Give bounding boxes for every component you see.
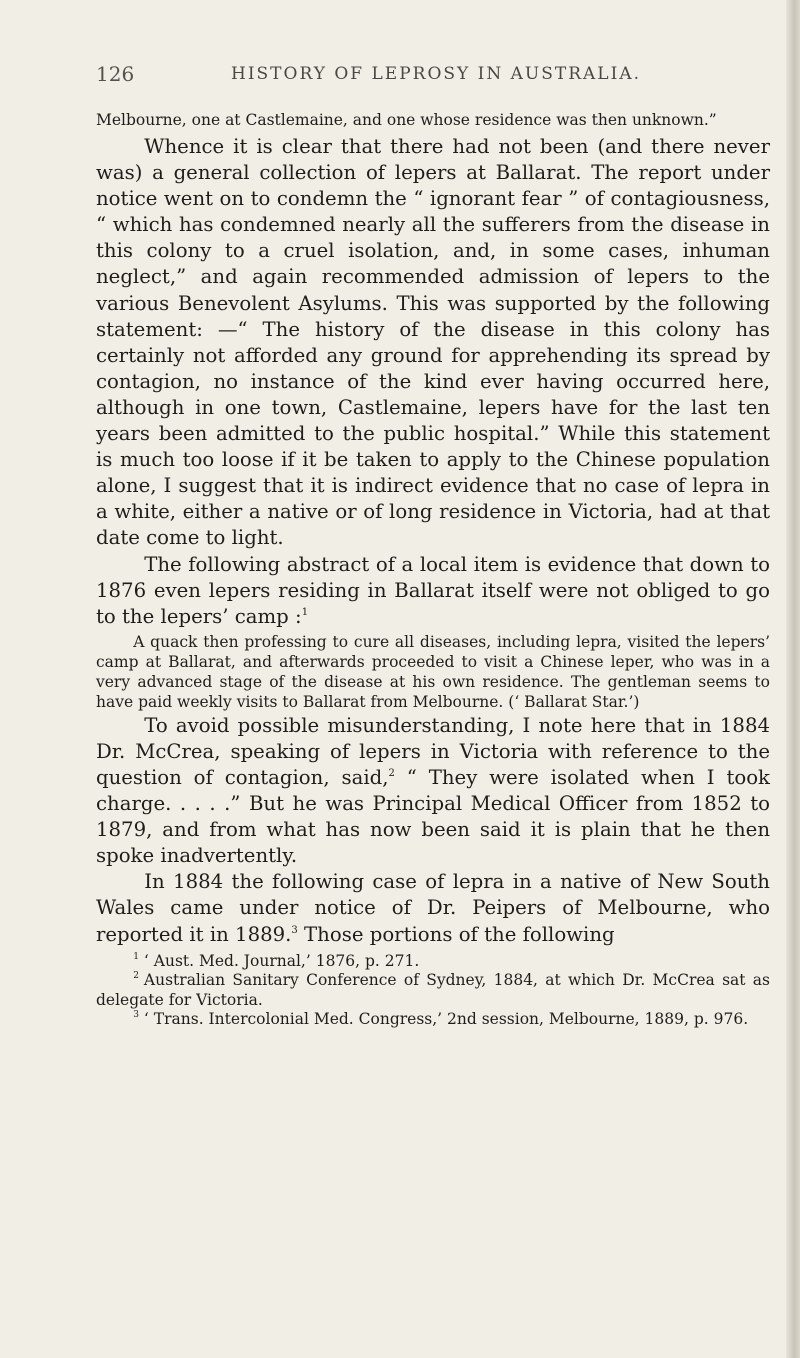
paragraph-abstract-intro-text: The following abstract of a local item is evidence that down to 1876 even lepers residing in Ballarat itself were not obliged to go to the lepers’ camp : [96,552,770,628]
page-header [96,62,776,92]
footnotes [96,952,770,1030]
paragraph-whence-text: Whence it is clear that there had not been (and there never was) a general collection of lepers at Ballarat. The report under notice went on to condemn the “ ignorant fear ” of contagiousness, “ which has condemned nearly all the sufferers from the disease in this colony to a cruel isolation, and, in some cases, inhuman neglect,” and again recommended admission of lepers to the various Benevolent Asylums. This was supported by the following statement: —“ The history of the disease in this colony has certainly not afforded any ground for apprehending its spread by contagion, no instance of the kind ever having occurred here, although in one town, Castlemaine, lepers have for the last ten years been admitted to the public hospital.” While this statement is much too loose if it be taken to apply to the Chinese population alone, I suggest that it is indirect evidence that no case of lepra in a white, either a native or of long residence in Victoria, had at that date come to light. [96,135,770,550]
running-head: HISTORY OF LEPROSY IN AUSTRALIA. [231,64,641,84]
footnote-2-mark: 2 [133,971,139,982]
paragraph-mccrea-text-a: To avoid possible misunderstanding, I note here that in 1884 Dr. McCrea, speaking of lepers in Victoria with reference to the question of contagion, said, [96,713,770,789]
body-text [96,110,770,1030]
footnote-ref-1: 1 [301,606,309,618]
block-quote-extract [96,632,770,712]
footnote-2-text: Australian Sanitary Conference of Sydney, 1884, at which Dr. McCrea sat as delegate for Victoria. [96,971,770,1009]
footnote-2 [96,971,770,1010]
footnote-3 [96,1010,770,1030]
page-edge-shadow [786,0,800,1358]
page-number: 126 [96,62,135,86]
footnote-3-mark: 3 [133,1010,139,1021]
paragraph-mccrea-text-b: “ They were isolated when I took charge. . . . .” But he was Principal Medical Officer from 1852 to 1879, and from what has now been said it is plain that he then spoke inadvertently. [96,765,770,868]
footnote-1-text: ‘ Aust. Med. Journal,’ 1876, p. 271. [143,951,420,970]
paragraph-1884-case-text-b: Those portions of the following [297,922,615,946]
footnote-ref-3: 3 [291,924,298,936]
footnote-1-mark: 1 [133,951,139,962]
paragraph-1884-case [96,869,770,947]
block-quote-text: A quack then professing to cure all diseases, including lepra, visited the lepers’ camp at Ballarat, and afterwards proceeded to visit a Chinese leper, who was in a very advanced stage of the disease at his own residence. The gentleman seems to have paid weekly visits to Ballarat from Melbourne. (‘ Ballarat Star.’) [96,632,770,711]
paragraph-whence [96,134,770,552]
paragraph-continued-quote: Melbourne, one at Castlemaine, and one whose residence was then unknown.” [96,111,717,129]
footnote-1 [96,952,770,972]
footnote-ref-2: 2 [388,767,395,779]
paragraph-abstract-intro [96,552,770,630]
paragraph-1884-case-text-a: In 1884 the following case of lepra in a native of New South Wales came under notice of Dr. Peipers of Melbourne, who reported it in 1889. [96,870,770,946]
footnote-3-text: ‘ Trans. Intercolonial Med. Congress,’ 2nd session, Melbourne, 1889, p. 976. [143,1010,749,1029]
paragraph-mccrea [96,713,770,870]
